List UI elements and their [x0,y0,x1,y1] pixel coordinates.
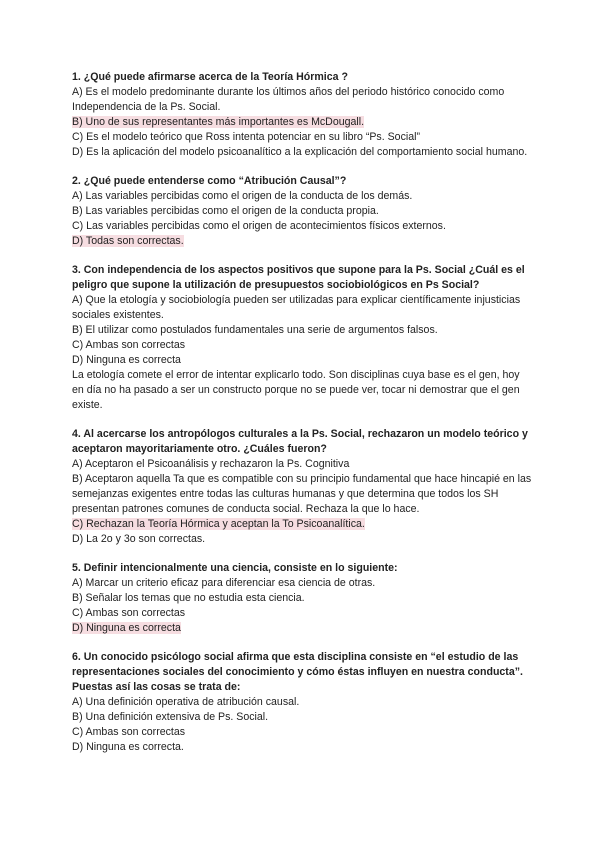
option-d: D) La 2o y 3o son correctas. [72,533,206,545]
question-6 [72,650,532,755]
option-b: B) El utilizar como postulados fundamentales una serie de argumentos falsos. [72,324,438,336]
option-c: C) Ambas son correctas [72,607,186,619]
question-5 [72,561,532,636]
question-4 [72,427,532,547]
option-d-highlighted: D) Todas son correctas. [72,235,184,247]
option-c: C) Las variables percibidas como el origen de acontecimientos físicos externos. [72,220,446,232]
option-a: A) Aceptaron el Psicoanálisis y rechazaron la Ps. Cognitiva [72,458,350,470]
question-title: 4. Al acercarse los antropólogos culturales a la Ps. Social, rechazaron un modelo teórico y aceptaron mayoritariamente otro. ¿Cuáles fueron? [72,428,528,455]
option-c: C) Es el modelo teórico que Ross intenta potenciar en su libro “Ps. Social” [72,131,420,143]
question-title: 5. Definir intencionalmente una ciencia, consiste en lo siguiente: [72,562,398,574]
question-title: 3. Con independencia de los aspectos positivos que supone para la Ps. Social ¿Cuál es el peligro que supone la utilización de presupuestos sociobiológicos en Ps Social? [72,264,525,291]
question-2 [72,174,532,249]
option-b: B) Aceptaron aquella Ta que es compatible con su principio fundamental que hace hincapié en las semejanzas exigentes entre todas las culturas humanas y que determina que todos los SH presentan patrones comunes de conducta social. Rechaza la que lo hace. [72,473,532,515]
option-a: A) Las variables percibidas como el origen de la conducta de los demás. [72,190,413,202]
question-1 [72,70,532,160]
question-3 [72,263,532,413]
option-b: B) Señalar los temas que no estudia esta ciencia. [72,592,305,604]
option-d: D) Ninguna es correcta [72,354,181,366]
option-a: A) Es el modelo predominante durante los últimos años del periodo histórico conocido como Independencia de la Ps. Social. [72,86,505,113]
option-a: A) Que la etología y sociobiología pueden ser utilizadas para explicar científicamente injusticias sociales existentes. [72,294,521,321]
explanation-text: La etología comete el error de intentar explicarlo todo. Son disciplinas cuya base es el gen, hoy en día no ha pasado a ser un constructo porque no se puede ver, tocar ni demostrar que el gen existe. [72,369,520,411]
question-title: 2. ¿Qué puede entenderse como “Atribución Causal”? [72,175,347,187]
question-list [72,70,532,769]
option-b-highlighted: B) Uno de sus representantes más importantes es McDougall. [72,116,365,128]
option-b: B) Una definición extensiva de Ps. Social. [72,711,269,723]
option-d: D) Es la aplicación del modelo psicoanalítico a la explicación del comportamiento social humano. [72,146,528,158]
question-title: 6. Un conocido psicólogo social afirma que esta disciplina consiste en “el estudio de las representaciones sociales del conocimiento y cómo éstas influyen en nuestra conducta”. Puestas así las cosas se trata de: [72,651,523,693]
option-c-highlighted: C) Rechazan la Teoría Hórmica y aceptan la To Psicoanalítica. [72,518,365,530]
option-b: B) Las variables percibidas como el origen de la conducta propia. [72,205,379,217]
option-d-highlighted: D) Ninguna es correcta [72,622,181,634]
option-c: C) Ambas son correctas [72,726,186,738]
option-c: C) Ambas son correctas [72,339,186,351]
option-a: A) Una definición operativa de atribución causal. [72,696,300,708]
option-a: A) Marcar un criterio eficaz para diferenciar esa ciencia de otras. [72,577,376,589]
question-title: 1. ¿Qué puede afirmarse acerca de la Teoría Hórmica ? [72,71,348,83]
option-d: D) Ninguna es correcta. [72,741,184,753]
